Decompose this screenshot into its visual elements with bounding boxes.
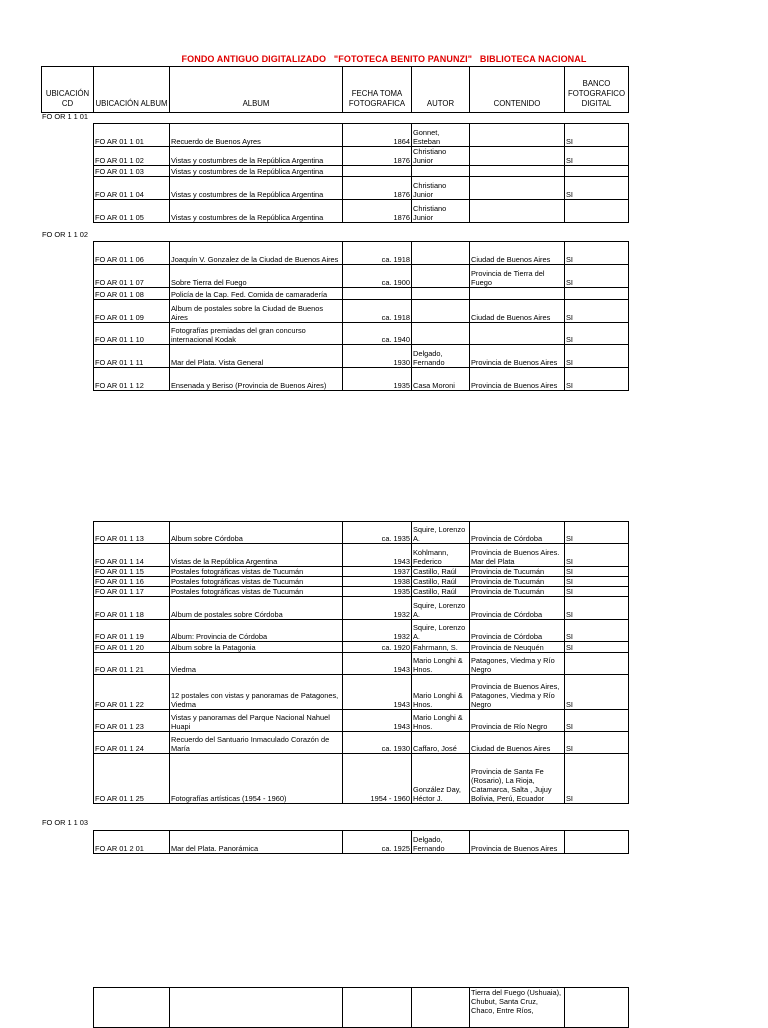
table-row xyxy=(94,177,629,200)
table-row xyxy=(94,288,629,300)
row-ubicacion-album: FO AR 01 1 14 xyxy=(94,544,170,567)
row-contenido: Provincia de Río Negro xyxy=(470,710,565,732)
row-album: Album sobre Córdoba xyxy=(170,522,343,544)
row-album: Vistas y costumbres de la República Argentina xyxy=(170,166,343,177)
row-autor: Delgado, Fernando xyxy=(412,831,470,854)
row-ubicacion-album: FO AR 01 1 09 xyxy=(94,300,170,323)
table-row xyxy=(94,675,629,710)
row-autor xyxy=(412,242,470,265)
table-row xyxy=(94,754,629,804)
row-autor: Christiano Junior xyxy=(412,147,470,166)
document-title: FONDO ANTIGUO DIGITALIZADO "FOTOTECA BENITO PANUNZI" BIBLIOTECA NACIONAL xyxy=(181,54,587,64)
row-banco: SI xyxy=(565,577,629,587)
row-autor: Kohlmann, Federico xyxy=(412,544,470,567)
row-contenido: Provincia de Buenos Aires xyxy=(470,345,565,368)
row-autor: Squire, Lorenzo A. xyxy=(412,522,470,544)
row-contenido xyxy=(470,177,565,200)
table-row xyxy=(94,732,629,754)
row-album: Vistas y costumbres de la República Argentina xyxy=(170,177,343,200)
row-fecha: 1932 xyxy=(343,620,412,642)
row-fecha: ca. 1940 xyxy=(343,323,412,345)
album-table xyxy=(93,987,629,1028)
row-contenido: Provincia de Tierra del Fuego xyxy=(470,265,565,288)
header-table xyxy=(41,66,629,113)
row-banco: SI xyxy=(565,710,629,732)
row-contenido xyxy=(470,288,565,300)
row-album: Postales fotográficas vistas de Tucumán xyxy=(170,587,343,597)
header-banco: BANCO FOTOGRAFICO DIGITAL xyxy=(565,67,629,113)
table-row xyxy=(94,577,629,587)
row-ubicacion-album: FO AR 01 1 18 xyxy=(94,597,170,620)
table-row xyxy=(94,620,629,642)
row-autor xyxy=(412,166,470,177)
row-ubicacion-album: FO AR 01 1 05 xyxy=(94,200,170,223)
row-ubicacion-album: FO AR 01 1 04 xyxy=(94,177,170,200)
row-autor: Squire, Lorenzo A. xyxy=(412,597,470,620)
row-ubicacion-album: FO AR 01 1 08 xyxy=(94,288,170,300)
row-banco: SI xyxy=(565,544,629,567)
row-contenido: Provincia de Córdoba xyxy=(470,522,565,544)
table-row xyxy=(94,166,629,177)
row-fecha: 1943 xyxy=(343,675,412,710)
row-album xyxy=(170,988,343,1028)
row-fecha xyxy=(343,166,412,177)
row-autor: Mario Longhi & Hnos. xyxy=(412,653,470,675)
table-row xyxy=(94,522,629,544)
row-fecha: 1937 xyxy=(343,567,412,577)
row-banco xyxy=(565,653,629,675)
cd-location: FO OR 1 1 02 xyxy=(42,230,89,239)
header-ubicacion-cd: UBICACIÓN CD xyxy=(42,67,94,113)
row-contenido: Provincia de Buenos Aires. Mar del Plata xyxy=(470,544,565,567)
row-ubicacion-album: FO AR 01 1 07 xyxy=(94,265,170,288)
row-banco xyxy=(565,288,629,300)
row-banco xyxy=(565,166,629,177)
row-album: Recuerdo de Buenos Ayres xyxy=(170,124,343,147)
row-autor: Mario Longhi & Hnos. xyxy=(412,710,470,732)
album-table xyxy=(93,830,629,854)
album-table xyxy=(93,241,629,391)
row-album: Recuerdo del Santuario Inmaculado Corazón de María xyxy=(170,732,343,754)
table-row xyxy=(94,147,629,166)
row-autor: Mario Longhi & Hnos. xyxy=(412,675,470,710)
row-ubicacion-album: FO AR 01 1 25 xyxy=(94,754,170,804)
row-fecha: 1930 xyxy=(343,345,412,368)
row-contenido: Provincia de Tucumán xyxy=(470,567,565,577)
row-ubicacion-album: FO AR 01 1 02 xyxy=(94,147,170,166)
row-album: Joaquín V. Gonzalez de la Ciudad de Buenos Aires xyxy=(170,242,343,265)
row-banco: SI xyxy=(565,265,629,288)
row-fecha: 1935 xyxy=(343,368,412,391)
row-album: Mar del Plata. Vista General xyxy=(170,345,343,368)
table-row xyxy=(94,124,629,147)
row-banco: SI xyxy=(565,642,629,653)
row-contenido: Patagones, Viedma y Río Negro xyxy=(470,653,565,675)
row-album: Postales fotográficas vistas de Tucumán xyxy=(170,577,343,587)
row-autor xyxy=(412,323,470,345)
row-album: Album: Provincia de Córdoba xyxy=(170,620,343,642)
row-autor: Squire, Lorenzo A. xyxy=(412,620,470,642)
row-album: Postales fotográficas vistas de Tucumán xyxy=(170,567,343,577)
table-row xyxy=(94,587,629,597)
row-album: Vistas de la República Argentina xyxy=(170,544,343,567)
table-row xyxy=(94,597,629,620)
row-ubicacion-album: FO AR 01 1 03 xyxy=(94,166,170,177)
row-autor: Delgado, Fernando xyxy=(412,345,470,368)
row-fecha xyxy=(343,288,412,300)
row-ubicacion-album: FO AR 01 1 21 xyxy=(94,653,170,675)
row-autor: Castillo, Raúl xyxy=(412,577,470,587)
row-contenido: Ciudad de Buenos Aires xyxy=(470,242,565,265)
table-row xyxy=(94,567,629,577)
row-fecha: ca. 1935 xyxy=(343,522,412,544)
row-ubicacion-album: FO AR 01 1 16 xyxy=(94,577,170,587)
row-autor: Fahrmann, S. xyxy=(412,642,470,653)
header-fecha: FECHA TOMA FOTOGRAFICA xyxy=(343,67,412,113)
row-album: Policía de la Cap. Fed. Comida de camaradería xyxy=(170,288,343,300)
row-ubicacion-album: FO AR 01 1 13 xyxy=(94,522,170,544)
row-autor xyxy=(412,288,470,300)
row-album: Sobre Tierra del Fuego xyxy=(170,265,343,288)
row-ubicacion-album: FO AR 01 1 06 xyxy=(94,242,170,265)
album-table xyxy=(93,521,629,804)
row-contenido: Provincia de Neuquén xyxy=(470,642,565,653)
header-contenido: CONTENIDO xyxy=(470,67,565,113)
row-album: Fotografías artísticas (1954 - 1960) xyxy=(170,754,343,804)
row-autor: Casa Moroni xyxy=(412,368,470,391)
table-row xyxy=(94,345,629,368)
row-banco: SI xyxy=(565,177,629,200)
table-row xyxy=(94,544,629,567)
row-banco: SI xyxy=(565,587,629,597)
row-banco: SI xyxy=(565,124,629,147)
table-row xyxy=(94,300,629,323)
header-ubicacion-album: UBICACIÓN ALBUM xyxy=(94,67,170,113)
row-banco: SI xyxy=(565,368,629,391)
row-banco: SI xyxy=(565,242,629,265)
table-row xyxy=(94,323,629,345)
row-contenido: Ciudad de Buenos Aires xyxy=(470,732,565,754)
row-autor: Christiano Junior xyxy=(412,200,470,223)
table-row xyxy=(94,653,629,675)
album-table xyxy=(93,123,629,223)
row-contenido: Provincia de Buenos Aires xyxy=(470,368,565,391)
row-autor: Caffaro, José xyxy=(412,732,470,754)
row-fecha: 1943 xyxy=(343,544,412,567)
row-banco: SI xyxy=(565,732,629,754)
row-fecha: 1876 xyxy=(343,200,412,223)
row-autor xyxy=(412,300,470,323)
row-album: Viedma xyxy=(170,653,343,675)
row-contenido xyxy=(470,147,565,166)
row-contenido: Provincia de Tucumán xyxy=(470,587,565,597)
row-contenido: Provincia de Santa Fe (Rosario), La Rioja, Catamarca, Salta , Jujuy Bolivia, Perú, Ecuador xyxy=(470,754,565,804)
row-fecha: 1876 xyxy=(343,147,412,166)
row-banco xyxy=(565,831,629,854)
table-row xyxy=(94,200,629,223)
row-ubicacion-album: FO AR 01 1 19 xyxy=(94,620,170,642)
row-fecha: 1864 xyxy=(343,124,412,147)
row-album: Vistas y costumbres de la República Argentina xyxy=(170,147,343,166)
row-album: Album de postales sobre la Ciudad de Buenos Aires xyxy=(170,300,343,323)
row-ubicacion-album xyxy=(94,988,170,1028)
row-ubicacion-album: FO AR 01 1 11 xyxy=(94,345,170,368)
row-fecha: ca. 1918 xyxy=(343,242,412,265)
row-album: Vistas y panoramas del Parque Nacional Nahuel Huapi xyxy=(170,710,343,732)
row-fecha: 1876 xyxy=(343,177,412,200)
row-fecha: 1943 xyxy=(343,710,412,732)
row-fecha: ca. 1900 xyxy=(343,265,412,288)
table-row xyxy=(94,265,629,288)
row-ubicacion-album: FO AR 01 1 22 xyxy=(94,675,170,710)
row-ubicacion-album: FO AR 01 1 15 xyxy=(94,567,170,577)
row-contenido: Ciudad de Buenos Aires xyxy=(470,300,565,323)
table-row xyxy=(94,831,629,854)
row-album: 12 postales con vistas y panoramas de Patagones, Viedma xyxy=(170,675,343,710)
row-contenido: Provincia de Tucumán xyxy=(470,577,565,587)
row-banco xyxy=(565,200,629,223)
cd-location: FO OR 1 1 03 xyxy=(42,818,89,827)
row-autor: González Day, Héctor J. xyxy=(412,754,470,804)
row-album: Fotografías premiadas del gran concurso internacional Kodak xyxy=(170,323,343,345)
row-contenido xyxy=(470,323,565,345)
row-banco: SI xyxy=(565,567,629,577)
row-ubicacion-album: FO AR 01 1 12 xyxy=(94,368,170,391)
row-ubicacion-album: FO AR 01 1 20 xyxy=(94,642,170,653)
row-fecha: 1935 xyxy=(343,587,412,597)
row-banco: SI xyxy=(565,620,629,642)
row-contenido: Provincia de Córdoba xyxy=(470,597,565,620)
row-ubicacion-album: FO AR 01 1 10 xyxy=(94,323,170,345)
row-banco: SI xyxy=(565,675,629,710)
header-autor: AUTOR xyxy=(412,67,470,113)
row-contenido xyxy=(470,200,565,223)
table-row xyxy=(94,710,629,732)
row-fecha: ca. 1925 xyxy=(343,831,412,854)
row-banco: SI xyxy=(565,754,629,804)
row-banco: SI xyxy=(565,300,629,323)
row-banco: SI xyxy=(565,597,629,620)
row-autor xyxy=(412,988,470,1028)
row-album: Vistas y costumbres de la República Argentina xyxy=(170,200,343,223)
row-album: Album sobre la Patagonia xyxy=(170,642,343,653)
row-autor: Gonnet, Esteban xyxy=(412,124,470,147)
table-row xyxy=(94,368,629,391)
row-autor: Christiano Junior xyxy=(412,177,470,200)
row-contenido: Provincia de Buenos Aires, Patagones, Viedma y Río Negro xyxy=(470,675,565,710)
row-ubicacion-album: FO AR 01 1 23 xyxy=(94,710,170,732)
row-fecha: 1932 xyxy=(343,597,412,620)
row-ubicacion-album: FO AR 01 1 24 xyxy=(94,732,170,754)
row-fecha: ca. 1918 xyxy=(343,300,412,323)
row-ubicacion-album: FO AR 01 2 01 xyxy=(94,831,170,854)
row-album: Ensenada y Beriso (Provincia de Buenos Aires) xyxy=(170,368,343,391)
row-autor: Castillo, Raúl xyxy=(412,587,470,597)
table-row xyxy=(94,988,629,1028)
row-contenido: Provincia de Córdoba xyxy=(470,620,565,642)
row-ubicacion-album: FO AR 01 1 01 xyxy=(94,124,170,147)
row-fecha: 1938 xyxy=(343,577,412,587)
row-banco: SI xyxy=(565,323,629,345)
row-banco: SI xyxy=(565,522,629,544)
row-banco xyxy=(565,988,629,1028)
row-banco: SI xyxy=(565,147,629,166)
row-autor: Castillo, Raúl xyxy=(412,567,470,577)
row-contenido xyxy=(470,124,565,147)
cd-location: FO OR 1 1 01 xyxy=(42,112,89,121)
row-autor xyxy=(412,265,470,288)
row-fecha xyxy=(343,988,412,1028)
row-banco: SI xyxy=(565,345,629,368)
row-fecha: 1954 - 1960 xyxy=(343,754,412,804)
row-fecha: ca. 1920 xyxy=(343,642,412,653)
table-row xyxy=(94,242,629,265)
row-fecha: 1943 xyxy=(343,653,412,675)
row-contenido xyxy=(470,166,565,177)
table-row xyxy=(94,642,629,653)
row-contenido: Provincia de Buenos Aires xyxy=(470,831,565,854)
row-contenido: Tierra del Fuego (Ushuaia), Chubut, Santa Cruz, Chaco, Entre Ríos, xyxy=(470,988,565,1028)
row-fecha: ca. 1930 xyxy=(343,732,412,754)
row-ubicacion-album: FO AR 01 1 17 xyxy=(94,587,170,597)
row-album: Album de postales sobre Córdoba xyxy=(170,597,343,620)
row-album: Mar del Plata. Panorámica xyxy=(170,831,343,854)
header-album: ALBUM xyxy=(170,67,343,113)
